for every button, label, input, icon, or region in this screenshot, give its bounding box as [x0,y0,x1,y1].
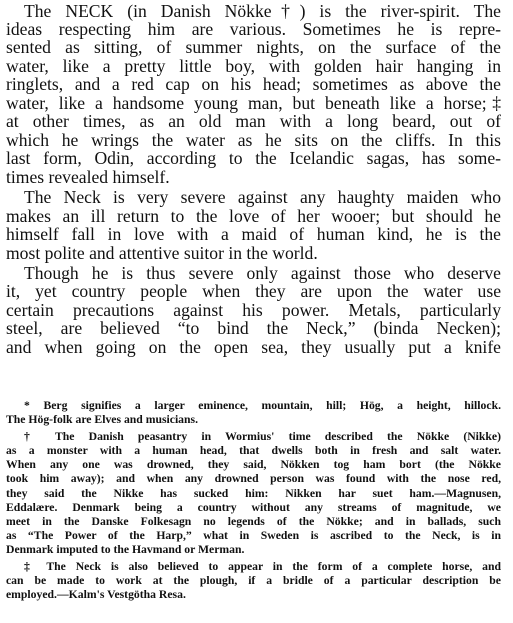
body-line: water, like a pretty little boy, with golden hair hanging in [6,56,501,76]
body-line: The NECK (in Danish Nökke†) is the river-spirit. The [24,1,501,21]
body-line: times revealed himself. [6,167,170,187]
body-line: most polite and attentive suitor in the world. [6,243,318,263]
footnote-line: * Berg signifies a larger eminence, mountain, hill; Hög, a height, hillock. [24,399,501,412]
footnote-line: The Hög-folk are Elves and musicians. [6,413,198,426]
body-line: water, like a handsome young man, but beneath like a horse;‡ [6,93,501,113]
body-line: steel, are believed “to bind the Neck,” (binda Necken); [6,318,501,338]
body-line: certain precautions against his power. Metals, particularly [6,300,501,320]
body-line: last form, Odin, according to the Icelandic sagas, has some- [6,148,501,168]
footnote-line: ‡ The Neck is also believed to appear in the form of a complete horse, and [24,560,501,573]
body-line: ringlets, and a red cap on his head; sometimes as above the [6,74,501,94]
footnote-line: Eddalære. Denmark being a country without any streams of magnitude, we [6,501,501,514]
body-line: it, yet country people when they are upon the water use [6,281,501,301]
footnote-line: took him away); and when any drowned person was found with the nose red, [6,472,501,485]
footnote-line: they said the Nikke has sucked him: Nikken har suet ham.—Magnusen, [6,487,501,500]
body-line: The Neck is very severe against any haughty maiden who [24,187,501,207]
footnote-line: Denmark imputed to the Havmand or Merman. [6,543,245,556]
footnote-line: meet in the Danske Folkesagn no legends of the Nökke; and in ballads, such [6,515,501,528]
body-line: makes an ill return to the love of her wooer; but should he [6,206,501,226]
footnote-line: † The Danish peasantry in Wormius' time described the Nökke (Nikke) [24,430,501,443]
body-line: himself fall in love with a maid of human kind, he is the [6,224,501,244]
footnote-line: as a monster with a human head, that dwells both in fresh and salt water. [6,444,501,457]
footnote-line: as “The Power of the Harp,” what in Sweden is ascribed to the Neck, is in [6,529,501,542]
body-line: which he wrings the water as he sits on the cliffs. In this [6,130,501,150]
body-line: ideas respecting him are various. Sometimes he is repre- [6,19,501,39]
footnote-line: employed.—Kalm's Vestgötha Resa. [6,588,186,601]
footnote-line: can be made to work at the plough, if a bridle of a particular description be [6,574,501,587]
footnote-line: When any one was drowned, they said, Nökken tog ham bort (the Nökke [6,458,501,471]
body-line: Though he is thus severe only against those who deserve [24,263,501,283]
body-line: sented as sitting, of summer nights, on the surface of the [6,37,501,57]
body-line: and when going on the open sea, they usually put a knife [6,337,501,357]
body-line: at other times, as an old man with a long beard, out of [6,111,501,131]
